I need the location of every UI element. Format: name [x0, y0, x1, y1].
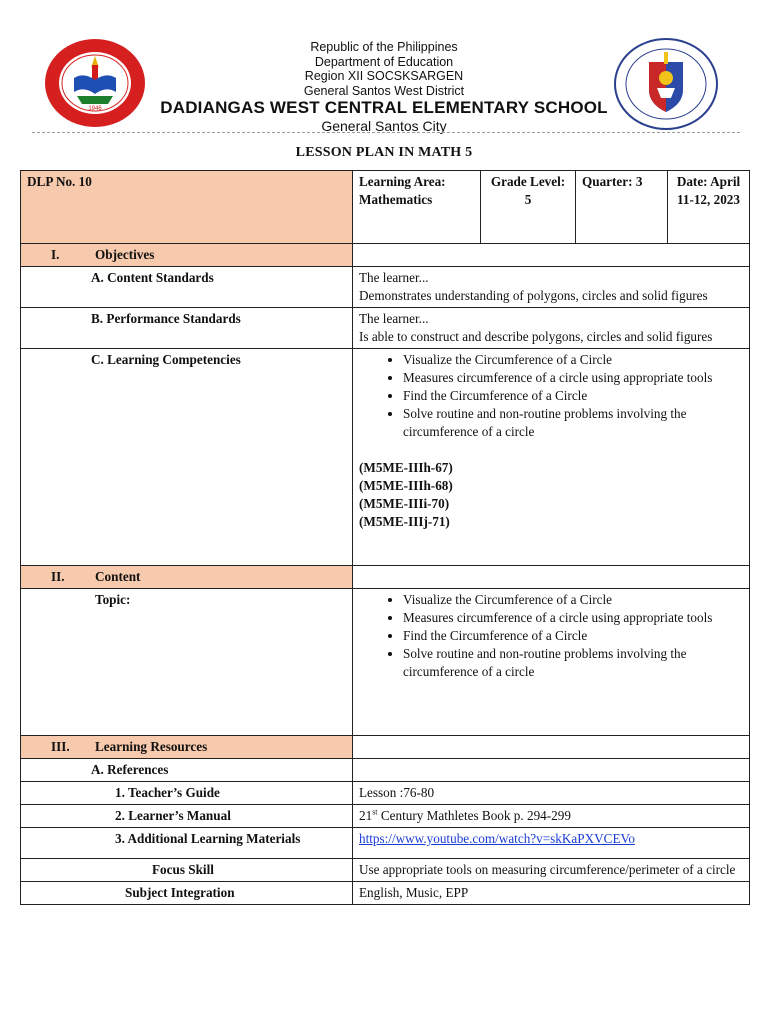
- list-item: • Find the Circumference of a Circle: [403, 627, 743, 645]
- deped-seal-logo: [613, 38, 719, 130]
- lesson-plan-table: [20, 170, 750, 905]
- header-line-department: Department of Education: [314, 54, 454, 69]
- plan-header-row: [21, 171, 750, 244]
- section-number: III.: [51, 739, 70, 754]
- learners-manual-superscript: st: [372, 807, 378, 817]
- date: Date: April 11-12, 2023: [668, 171, 750, 244]
- header-line-region: Region XII SOCSKSARGEN: [304, 69, 464, 83]
- learners-manual-row: [21, 805, 750, 828]
- list-item: • Measures circumference of a circle using appropriate tools: [403, 609, 743, 627]
- content-standards-line1: The learner...: [359, 270, 429, 285]
- school-name: DADIANGAS WEST CENTRAL ELEMENTARY SCHOOL: [160, 98, 608, 117]
- section-number: II.: [51, 569, 65, 584]
- section-title: Learning Resources: [95, 739, 208, 754]
- quarter: Quarter: 3: [576, 171, 668, 244]
- school-city: General Santos City: [321, 118, 447, 134]
- list-item: • Solve routine and non-routine problems involving the circumference of a circle: [403, 405, 743, 441]
- competency-code: (M5ME-IIIj-71): [359, 514, 450, 529]
- dlp-number: DLP No. 10: [21, 171, 353, 244]
- header-line-republic: Republic of the Philippines: [310, 40, 458, 54]
- list-item: • Solve routine and non-routine problems involving the circumference of a circle: [403, 645, 743, 681]
- svg-text:1946: 1946: [88, 106, 102, 112]
- youtube-link[interactable]: https://www.youtube.com/watch?v=skKaPXVCEVo: [359, 831, 635, 846]
- references-row: [21, 759, 750, 782]
- lesson-plan-title: LESSON PLAN IN MATH 5: [295, 145, 473, 160]
- topic-list: [359, 591, 743, 681]
- section-resources: [21, 736, 750, 759]
- topic-row: [21, 589, 750, 736]
- teachers-guide-row: [21, 782, 750, 805]
- content-standards-line2: Demonstrates understanding of polygons, circles and solid figures: [359, 288, 708, 303]
- section-content: [21, 566, 750, 589]
- performance-standards-row: [21, 308, 750, 349]
- learning-competencies-row: [21, 349, 750, 566]
- focus-skill-label: Focus Skill: [21, 859, 353, 882]
- competency-code: (M5ME-IIIh-68): [359, 478, 453, 493]
- section-title: Content: [95, 569, 141, 584]
- learning-competencies-label: C. Learning Competencies: [21, 349, 353, 566]
- list-item: • Visualize the Circumference of a Circle: [403, 351, 743, 369]
- teachers-guide-value: Lesson :76-80: [353, 782, 750, 805]
- letterhead: [0, 0, 768, 140]
- learners-manual-label: 2. Learner’s Manual: [21, 805, 353, 828]
- list-item: • Visualize the Circumference of a Circle: [403, 591, 743, 609]
- additional-materials-row: [21, 828, 750, 859]
- focus-skill-value: Use appropriate tools on measuring circumference/perimeter of a circle: [353, 859, 750, 882]
- content-standards-label: A. Content Standards: [21, 267, 353, 308]
- header-divider: [32, 132, 740, 133]
- competency-code: (M5ME-IIIi-70): [359, 496, 450, 511]
- subject-integration-value: English, Music, EPP: [353, 882, 750, 905]
- competencies-list: [359, 351, 743, 441]
- content-standards-row: [21, 267, 750, 308]
- teachers-guide-label: 1. Teacher’s Guide: [21, 782, 353, 805]
- section-objectives: [21, 244, 750, 267]
- performance-standards-line1: The learner...: [359, 311, 429, 326]
- grade-level: Grade Level: 5: [481, 171, 576, 244]
- learning-area: Learning Area: Mathematics: [353, 171, 481, 244]
- section-number: I.: [51, 247, 60, 262]
- performance-standards-label: B. Performance Standards: [21, 308, 353, 349]
- subject-integration-label: Subject Integration: [21, 882, 353, 905]
- list-item: • Measures circumference of a circle using appropriate tools: [403, 369, 743, 387]
- subject-integration-row: [21, 882, 750, 905]
- competency-codes: [359, 459, 743, 531]
- competency-code: (M5ME-IIIh-67): [359, 460, 453, 475]
- learners-manual-value: [353, 805, 750, 828]
- references-label: A. References: [21, 759, 353, 782]
- section-title: Objectives: [95, 247, 155, 262]
- header-line-district: General Santos West District: [303, 83, 465, 98]
- focus-skill-row: [21, 859, 750, 882]
- learners-manual-number: 21: [359, 808, 373, 823]
- additional-materials-label: 3. Additional Learning Materials: [21, 828, 353, 859]
- performance-standards-line2: Is able to construct and describe polygons, circles and solid figures: [359, 329, 713, 344]
- list-item: • Find the Circumference of a Circle: [403, 387, 743, 405]
- topic-label: Topic:: [21, 589, 353, 736]
- learners-manual-text: Century Mathletes Book p. 294-299: [377, 808, 571, 823]
